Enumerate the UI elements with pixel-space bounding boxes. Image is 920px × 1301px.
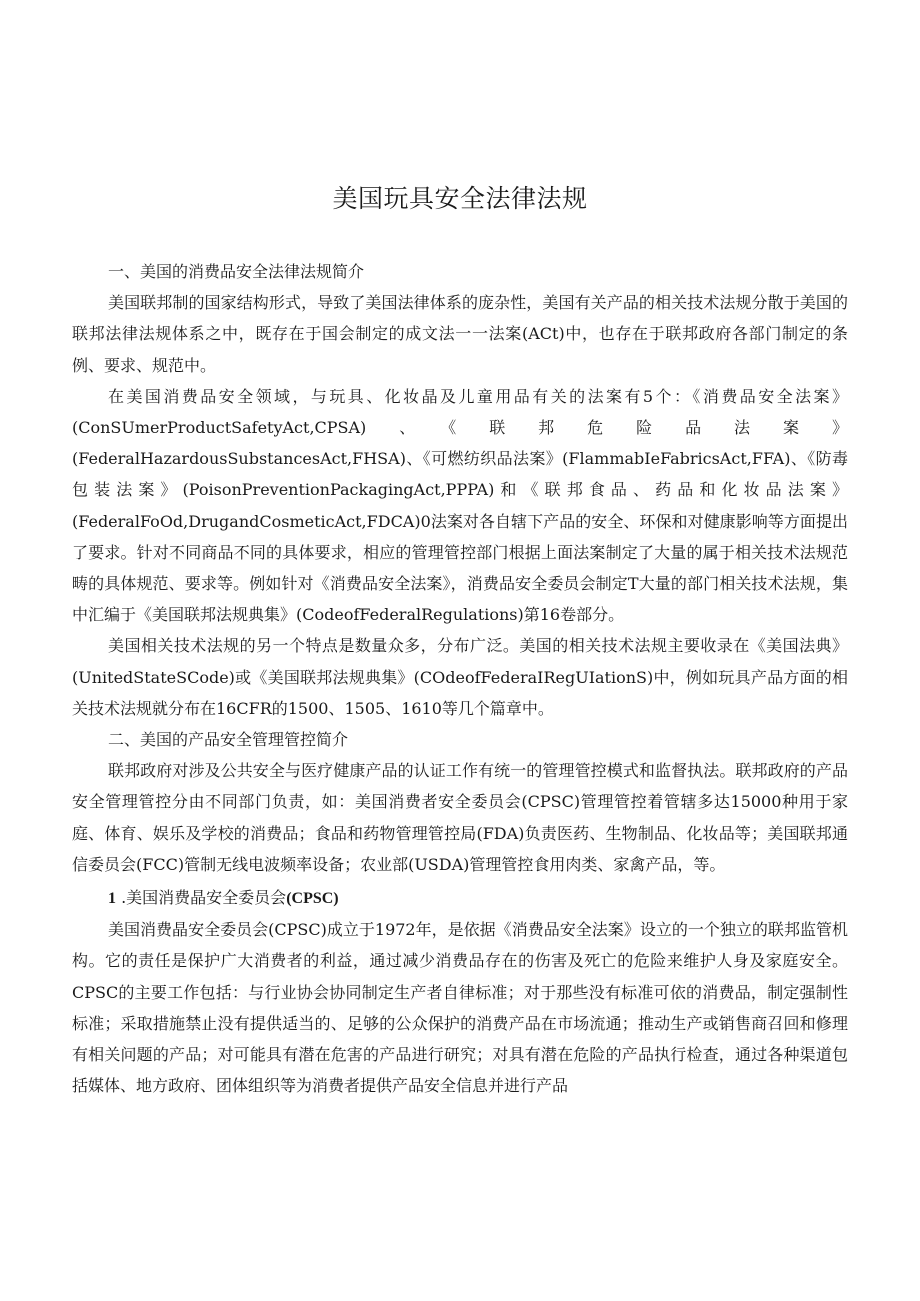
paragraph-1-2: 在美国消费品安全领域，与玩具、化妆晶及儿童用品有关的法案有5个：《消费品安全法案》(ConSUmerProductSafetyAct,CPSA)、《联邦危险品法案》(FederalHazardousSubstancesAct,FHSA)、《可燃纺织品法案》(FlammabIeFabricsAct,FFA)、《防毒包装法案》(PoisonPreventionPackagingAct,PPPA)和《联邦食品、药品和化妆品法案》(FederalFoOd,DrugandCosmeticAct,FDCA)0法案对各自辖下产品的安全、环保和对健康影响等方面提出了要求。针对不同商品不同的具体要求，相应的管理管控部门根据上面法案制定了大量的属于相关技术法规范畴的具体规范、要求等。例如针对《消费品安全法案》，消费品安全委员会制定T大量的部门相关技术法规，集中汇编于《美国联邦法规典集》(CodeofFederalRegulations)第16卷部分。: [72, 386, 848, 625]
paragraph-2-1: 联邦政府对涉及公共安全与医疗健康产品的认证工作有统一的管理管控模式和监督执法。联邦政府的产品安全管理管控分由不同部门负责，如：美国消费者安全委员会(CPSC)管理管控着管辖多达15000种用于家庭、体育、娱乐及学校的消费品；食品和药物管理管控局(FDA)负责医药、生物制品、化妆品等；美国联邦通信委员会(FCC)管制无线电波频率设备；农业部(USDA)管理管控食用肉类、家禽产品，等。: [72, 761, 848, 874]
paragraph-1-1: 美国联邦制的国家结构形式，导致了美国法律体系的庞杂性，美国有关产品的相关技术法规分散于美国的联邦法律法规体系之中，既存在于国会制定的成文法一一法案(ACt)中，也存在于联邦政府各部门制定的条例、要求、规范中。: [72, 293, 848, 375]
subsection-abbr: (CPSC): [286, 890, 339, 908]
paragraph-1-3: 美国相关技术法规的另一个特点是数量众多，分布广泛。美国的相关技术法规主要收录在《美国法典》(UnitedStateSCode)或《美国联邦法规典集》(COdeofFederaIRegUIationS)中，例如玩具产品方面的相关技术法规就分布在16CFR的1500、1505、1610等几个篇章中。: [72, 636, 848, 718]
section-heading-1: 一、美国的消费品安全法律法规简介: [108, 262, 365, 281]
subsection-number: 1: [108, 890, 116, 908]
document-body: [72, 256, 848, 1101]
subsection-heading-cpsc: [72, 882, 848, 914]
subsection-label: .美国消费晶安全委员会: [121, 888, 287, 908]
section-heading-2: 二、美国的产品安全管理管控简介: [108, 730, 349, 750]
paragraph-cpsc-1: 美国消费晶安全委员会(CPSC)成立于1972年，是依据《消费品安全法案》设立的一个独立的联邦监管机构。它的责任是保护广大消费者的利益，通过减少消费品存在的伤害及死亡的危险来维护人身及家庭安全。CPSC的主要工作包括：与行业协会协同制定生产者自律标准；对于那些没有标准可依的消费品，制定强制性标准；采取措施禁止没有提供适当的、足够的公众保护的消费产品在市场流通；推动生产或销售商召回和修理有相关问题的产品；对可能具有潜在危害的产品进行研究；对具有潜在危险的产品执行检查，通过各种渠道包括媒体、地方政府、团体组织等为消费者提供产品安全信息并进行产品: [72, 920, 848, 1096]
document-title: 美国玩具安全法律法规: [332, 184, 588, 213]
